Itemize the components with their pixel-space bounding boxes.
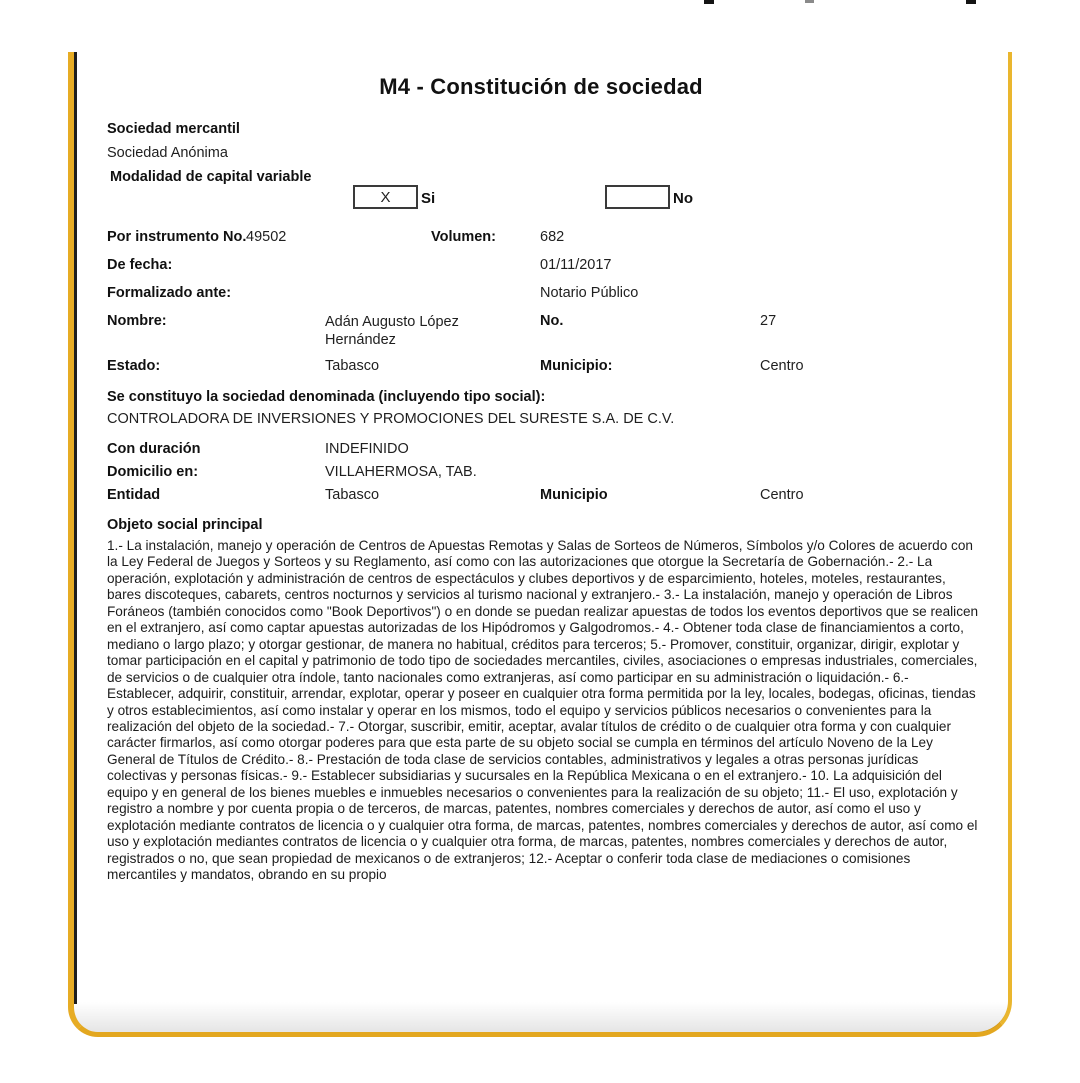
estado-label: Estado: (107, 358, 161, 374)
fecha-value: 01/11/2017 (540, 257, 612, 273)
municipio-label: Municipio: (540, 358, 613, 374)
cropped-glyph-mark (966, 0, 976, 4)
volumen-label: Volumen: (431, 229, 496, 245)
fecha-label: De fecha: (107, 257, 173, 273)
objeto-social-text: 1.- La instalación, manejo y operación de Centros de Apuestas Remotas y Salas de Sorteos de Números, Símbolos y/o Colores de acuerdo con la Ley Federal de Juegos y Sorteos y su Reglamento, así como con las autorizaciones que otorgue la Secretaría de Gobernación.- 2.- La operación, explotación y administración de centros de espectáculos y clubes deportivos y de esparcimiento, hoteles, moteles, restaurantes, bares discoteques, cabarets, centros nocturnos y servicios al turismo nacional y extranjero.- 3.- La instalación, manejo y operación de Libros Foráneos (también conocidos como "Book Deportivos") o en donde se puedan realizar apuestas de todos los eventos deportivos que se realicen en el extranjero, así como captar apuestas autorizadas de los Hipódromos y Galgodromos.- 4.- Obtener toda clase de financiamientos a corto, mediano o largo plazo; y otorgar gestionar, de manera no habitual, créditos para terceros; 5.- Promover, constituir, organizar, dirigir, explotar y tomar participación en el capital y patrimonio de todo tipo de sociedades mercantiles, civiles, asociaciones o empresas industriales, comerciales, de servicios o de cualquier otra índole, tanto nacionales como extranjeras, así como participar en su administración o liquidación.- 6.- Establecer, adquirir, constituir, arrendar, explotar, operar y poseer en cualquier otra forma permitida por la ley, locales, bodegas, oficinas, tiendas y otros establecimientos, así como instalar y operar en los mismos, todo el equipo y servicios públicos necesarios o convenientes para la realización del objeto de la sociedad.- 7.- Otorgar, suscribir, emitir, aceptar, avalar títulos de crédito o de cualquier otra forma y con cualquier carácter firmarlos, así como otorgar poderes para que esta parte de su objeto social se cumpla en términos del artículo Noveno de la Ley General de Títulos de Crédito.- 8.- Prestación de toda clase de servicios contables, administrativos y legales a otras personas jurídicas colectivas y personas físicas.- 9.- Establecer subsidiarias y sucursales en la República Mexicana o en el extranjero.- 10. La adquisición del equipo y en general de los bienes muebles e inmuebles necesarios o convenientes para la realización de su objeto; 11.- El uso, explotación y registro a nombre y por cuenta propia o de terceros, de marcas, patentes, nombres comerciales y derechos de autor, así como el uso y explotación mediante contratos de licencia o y cualquier otra forma, de marcas, patentes, nombres comerciales y derechos de autor, así como el uso y explotación mediantes contratos de licencia o y cualquier otra forma, de marcas, patentes, nombres comerciales y derechos de autor, registrados o no, que sean propiedad de mexicanos o de extranjeros; 12.- Aceptar o conferir toda clase de mediaciones o comisiones mercantiles y mandatos, obrando en su propio (107, 538, 979, 883)
formalizado-label: Formalizado ante: (107, 285, 232, 301)
numero-value: 27 (760, 313, 777, 329)
instrumento-value: 49502 (246, 229, 287, 245)
domicilio-value: VILLAHERMOSA, TAB. (325, 464, 477, 480)
municipio2-label: Municipio (540, 487, 608, 503)
estado-value: Tabasco (325, 358, 380, 374)
si-checkbox-label: Si (421, 190, 436, 207)
modalidad-label: Modalidad de capital variable (110, 169, 312, 185)
entidad-label: Entidad (107, 487, 161, 503)
municipio-value: Centro (760, 358, 804, 374)
document-content (74, 52, 1008, 1032)
municipio2-value: Centro (760, 487, 804, 503)
objeto-label: Objeto social principal (107, 517, 263, 533)
si-checkbox[interactable]: X (353, 185, 418, 209)
document-card (68, 52, 1012, 1037)
domicilio-label: Domicilio en: (107, 464, 199, 480)
nombre-value: Adán Augusto López Hernández (325, 314, 459, 349)
duracion-label: Con duración (107, 441, 201, 457)
document-title: M4 - Constitución de sociedad (379, 74, 703, 99)
sociedad-mercantil-value: Sociedad Anónima (107, 145, 228, 161)
volumen-value: 682 (540, 229, 565, 245)
instrumento-label: Por instrumento No. (107, 229, 247, 245)
no-checkbox-label: No (673, 190, 693, 207)
cropped-glyph-mark (704, 0, 714, 4)
numero-label: No. (540, 313, 564, 329)
denominacion-label: Se constituyo la sociedad denominada (incluyendo tipo social): (107, 389, 546, 405)
sociedad-mercantil-label: Sociedad mercantil (107, 121, 240, 137)
cropped-glyph-mark (805, 0, 814, 3)
formalizado-value: Notario Público (540, 285, 639, 301)
nombre-label: Nombre: (107, 313, 167, 329)
duracion-value: INDEFINIDO (325, 441, 409, 457)
entidad-value: Tabasco (325, 487, 380, 503)
denominacion-value: CONTROLADORA DE INVERSIONES Y PROMOCIONES DEL SURESTE S.A. DE C.V. (107, 411, 675, 427)
no-checkbox[interactable] (605, 185, 670, 209)
